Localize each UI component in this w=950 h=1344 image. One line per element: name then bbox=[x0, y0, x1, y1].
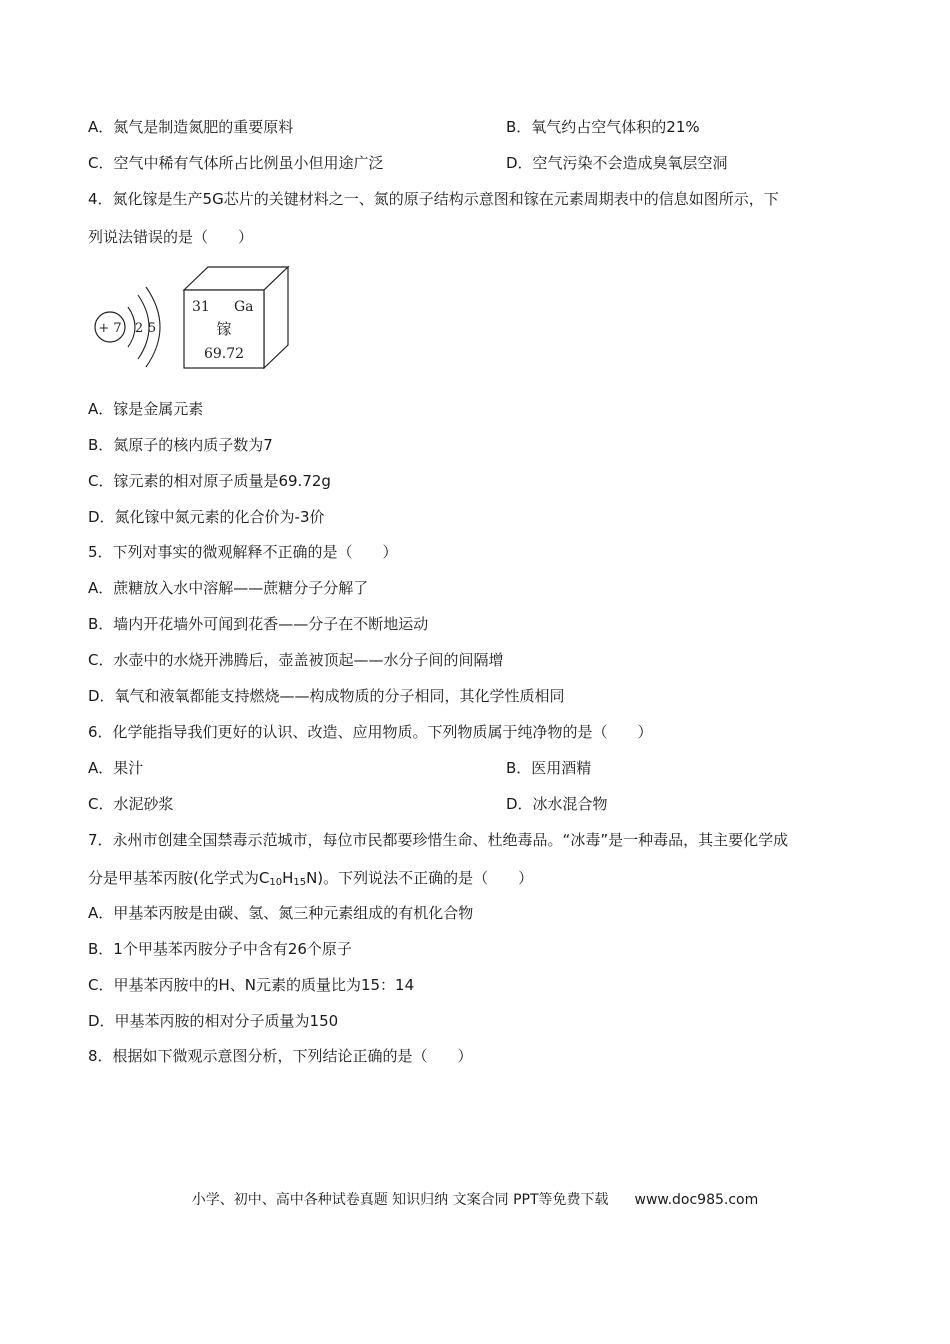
q4-option-b: B．氮原子的核内质子数为7 bbox=[88, 436, 273, 454]
q3-option-row-2 bbox=[88, 153, 728, 173]
nitrogen-atom-diagram bbox=[95, 287, 160, 367]
q7-stem-line-1: 7．永州市创建全国禁毒示范城市，每位市民都要珍惜生命、杜绝毒品。“冰毒”是一种毒品，其主要化学成 bbox=[88, 831, 789, 849]
q6-option-row-1 bbox=[88, 758, 592, 778]
q3-option-b: B．氧气约占空气体积的21% bbox=[506, 118, 700, 136]
q6-option-a: A．果汁 bbox=[88, 759, 144, 777]
q4-figure bbox=[88, 262, 298, 374]
q6-stem: 6．化学能指导我们更好的认识、改造、应用物质。下列物质属于纯净物的是（ ） bbox=[88, 723, 653, 741]
q6-option-row-2 bbox=[88, 794, 608, 814]
q5-option-c: C．水壶中的水烧开沸腾后，壶盖被顶起——水分子间的间隔增 bbox=[88, 651, 504, 669]
q3-option-row-1 bbox=[88, 117, 700, 137]
atomic-number: 31 bbox=[192, 299, 210, 315]
q7-stem-pre: 分是甲基苯丙胺(化学式为C bbox=[88, 869, 270, 887]
q5-option-b: B．墙内开花墙外可闻到花香——分子在不断地运动 bbox=[88, 615, 429, 633]
q7-option-a: A．甲基苯丙胺是由碳、氢、氮三种元素组成的有机化合物 bbox=[88, 904, 474, 922]
atomic-mass: 69.72 bbox=[203, 346, 245, 362]
q4-stem-line-2: 列说法错误的是（ ） bbox=[88, 228, 254, 246]
q5-option-d: D．氧气和液氧都能支持燃烧——构成物质的分子相同，其化学性质相同 bbox=[88, 687, 565, 705]
element-name: 镓 bbox=[216, 320, 232, 338]
q7-option-c: C．甲基苯丙胺中的H、N元素的质量比为15：14 bbox=[88, 976, 415, 994]
q7-option-b: B．1个甲基苯丙胺分子中含有26个原子 bbox=[88, 940, 352, 958]
formula-sub-carbon: 10 bbox=[269, 877, 283, 888]
q4-option-c: C．镓元素的相对原子质量是69.72g bbox=[88, 472, 331, 490]
element-symbol: Ga bbox=[234, 299, 254, 315]
gallium-element-cell bbox=[184, 267, 288, 368]
q6-option-b: B．医用酒精 bbox=[506, 759, 592, 777]
shell-2-electrons: 5 bbox=[147, 321, 157, 336]
footer-url[interactable]: www.doc985.com bbox=[634, 1192, 759, 1208]
q3-option-a: A．氮气是制造氮肥的重要原料 bbox=[88, 118, 294, 136]
q6-option-d: D．冰水混合物 bbox=[506, 795, 608, 813]
footer-text: 小学、初中、高中各种试卷真题 知识归纳 文案合同 PPT等免费下载 bbox=[191, 1192, 609, 1208]
q4-option-a: A．镓是金属元素 bbox=[88, 400, 204, 418]
q3-option-c: C．空气中稀有气体所占比例虽小但用途广泛 bbox=[88, 154, 384, 172]
q7-option-d: D．甲基苯丙胺的相对分子质量为150 bbox=[88, 1012, 339, 1030]
nucleus-charge: + 7 bbox=[98, 321, 122, 336]
q3-option-d: D．空气污染不会造成臭氧层空洞 bbox=[506, 154, 728, 172]
q5-stem: 5．下列对事实的微观解释不正确的是（ ） bbox=[88, 543, 398, 561]
formula-sub-hydrogen: 15 bbox=[293, 877, 307, 888]
q6-option-c: C．水泥砂浆 bbox=[88, 795, 174, 813]
q4-stem-line-1: 4．氮化镓是生产5G芯片的关键材料之一、氮的原子结构示意图和镓在元素周期表中的信息如图所示，下 bbox=[88, 190, 779, 208]
q5-option-a: A．蔗糖放入水中溶解——蔗糖分子分解了 bbox=[88, 579, 369, 597]
formula-hydrogen: H bbox=[282, 869, 294, 887]
q8-stem: 8．根据如下微观示意图分析，下列结论正确的是（ ） bbox=[88, 1047, 473, 1065]
shell-1-electrons: 2 bbox=[134, 321, 144, 336]
q7-stem-line-2 bbox=[88, 868, 533, 893]
q4-option-d: D．氮化镓中氮元素的化合价为-3价 bbox=[88, 508, 325, 526]
q7-stem-post: N)。下列说法不正确的是（ ） bbox=[306, 869, 534, 887]
atom-and-element-diagram bbox=[88, 262, 298, 374]
page-footer bbox=[0, 1190, 950, 1210]
